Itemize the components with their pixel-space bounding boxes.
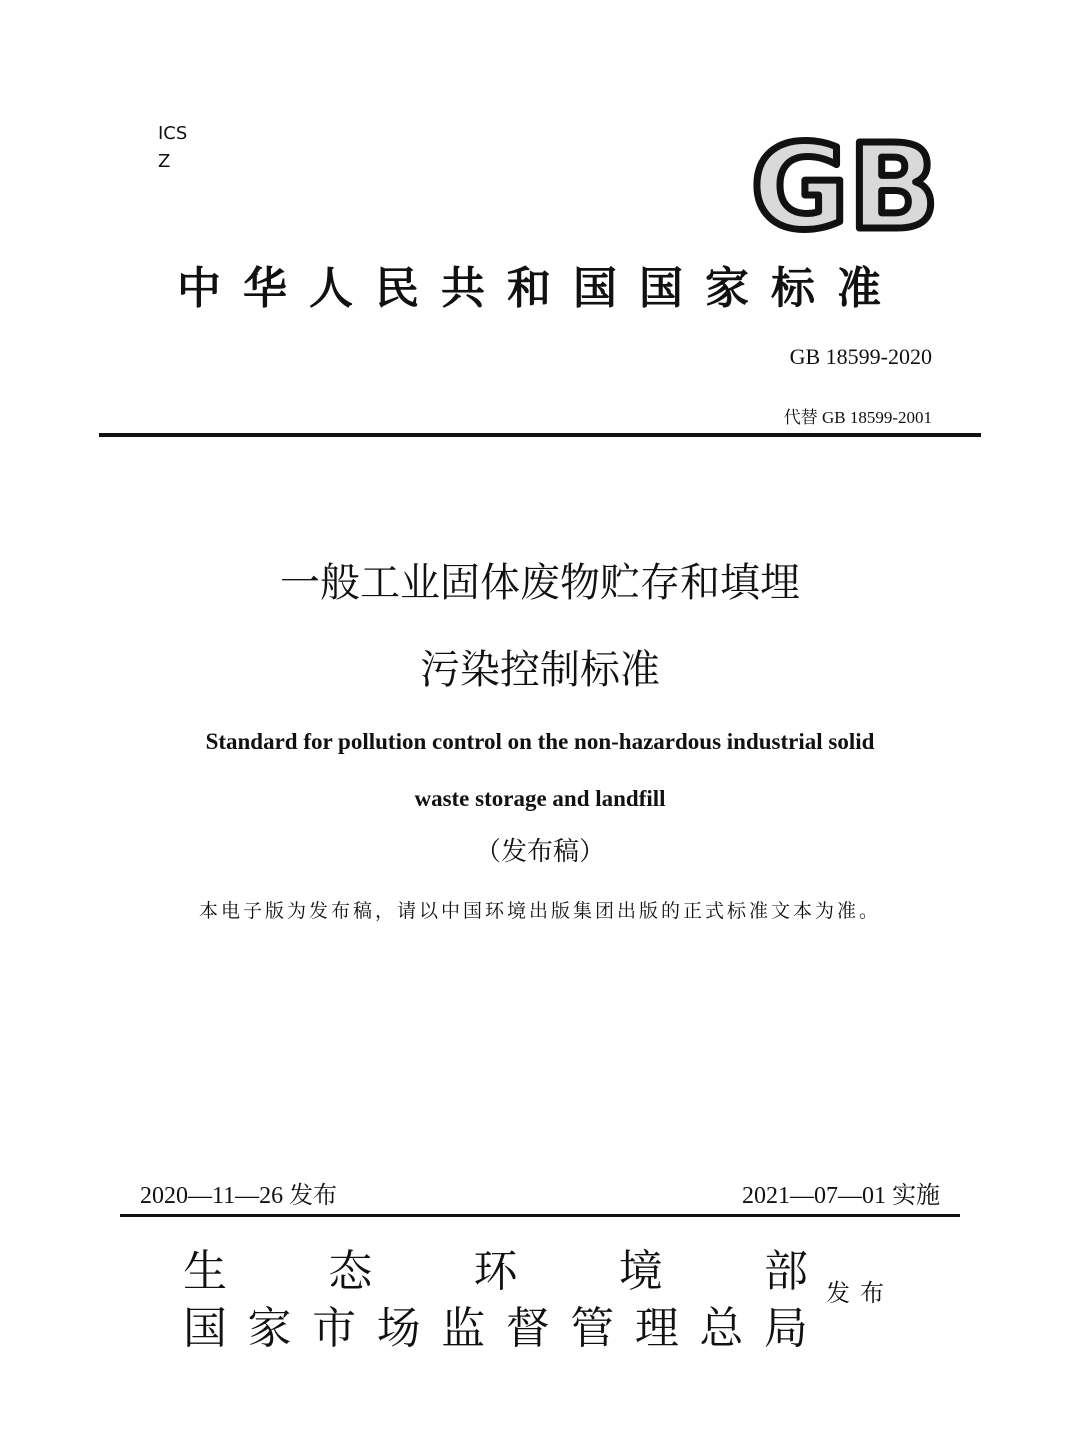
top-divider [99,433,981,437]
issuer-char: 监 [441,1303,486,1354]
issuer-char: 家 [247,1303,292,1354]
publish-date: 2020—11—26 发布 [140,1183,338,1209]
issuer-char: 督 [505,1303,550,1354]
issuer-char: 管 [570,1303,615,1354]
issuer-char: 局 [763,1303,808,1354]
english-title-line-1: Standard for pollution control on the non-hazardous industrial solid [205,729,875,754]
edition-notice: 本电子版为发布稿，请以中国环境出版集团出版的正式标准文本为准。 [198,900,881,922]
gb-logo-text: GB [751,135,939,240]
draft-label: （发布稿） [474,837,605,867]
standard-number: GB 18599-2020 [789,344,932,369]
issuer-char: 生 [183,1246,227,1297]
bottom-divider [120,1214,960,1217]
replaces-standard: 代替 GB 18599-2001 [783,408,932,427]
issue-label: 发布 [826,1279,894,1307]
classification-label: Z [158,151,171,172]
document-title-line-2: 污染控制标准 [420,647,660,693]
document-title-line-1: 一般工业固体废物贮存和填埋 [280,560,800,606]
gb-logo-icon [748,135,943,240]
issuer-char: 总 [699,1303,744,1354]
issuer-char: 态 [328,1246,373,1297]
national-standard-title: 中华人民共和国国家标准 [177,263,903,314]
ics-code-block [158,120,187,176]
issuer-char: 市 [312,1303,357,1354]
effective-date: 2021—07—01 实施 [742,1183,940,1209]
issuer-ministry-of-ecology-environment [183,1242,808,1302]
ics-label: ICS [158,123,188,144]
issuer-market-regulation-administration [183,1299,808,1359]
issuer-char: 环 [473,1246,518,1297]
english-title-line-2: waste storage and landfill [414,786,666,811]
issuer-char: 场 [376,1303,421,1354]
issuer-char: 境 [618,1246,663,1297]
issuer-char: 国 [183,1303,227,1354]
issuer-char: 部 [764,1246,808,1297]
issuer-char: 理 [634,1303,679,1354]
